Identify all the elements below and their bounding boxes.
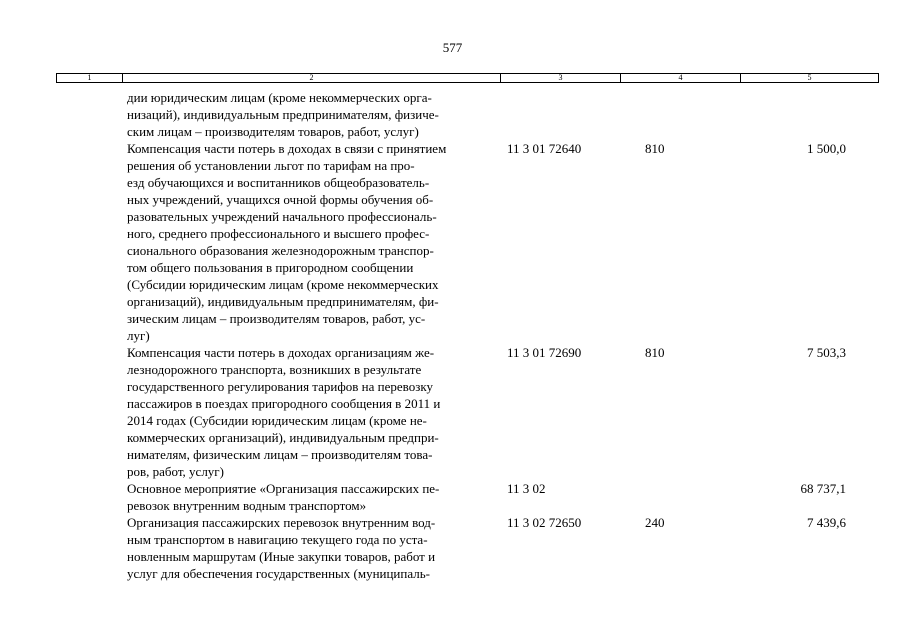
table-header-row [56, 73, 879, 83]
header-col-5: 5 [807, 73, 812, 82]
row-type [645, 480, 701, 514]
row-sum: 7 439,6 [807, 515, 846, 530]
row-sum: 7 503,3 [807, 345, 846, 360]
table-row [0, 344, 905, 480]
row-sum [701, 89, 846, 140]
row-name: Организация пассажирских перевозок внутренним вод- ным транспортом в навигацию текущего года по уста- новленным маршрутам (Иные закупки товаров, работ и услуг для обеспечения государственных (муниципаль- [127, 515, 436, 581]
page-number: 577 [442, 40, 463, 55]
row-code: 11 3 02 [507, 481, 546, 496]
row-name: дии юридическим лицам (кроме некоммерческих орга- низаций), индивидуальным предпринимателям, физиче- ским лицам – производителям товаров, работ, услуг) [127, 90, 439, 139]
row-sum: 1 500,0 [807, 141, 846, 156]
row-type: 810 [645, 345, 665, 360]
table-body [0, 89, 905, 582]
row-code: 11 3 01 72640 [507, 141, 582, 156]
row-sum: 68 737,1 [800, 481, 846, 496]
row-code: 11 3 01 72690 [507, 345, 582, 360]
header-col-1: 1 [57, 74, 123, 82]
header-col-4: 4 [621, 74, 741, 82]
row-name: Основное мероприятие «Организация пассажирских пе- ревозок внутренним водным транспортом» [127, 481, 440, 513]
row-type: 240 [645, 515, 665, 530]
header-col-2: 2 [123, 74, 501, 82]
table-row [0, 89, 905, 140]
row-code [495, 89, 645, 140]
row-type: 810 [645, 141, 665, 156]
table-row [0, 514, 905, 582]
header-col-3: 3 [501, 74, 621, 82]
table-row [0, 140, 905, 344]
table-row [0, 480, 905, 514]
row-name: Компенсация части потерь в доходах в связи с принятием решения об установлении льгот по тарифам на про- езд обучающихся и воспитанников общеобразователь- ных учреждений, учащихся очной формы обучения об- разовательных учреждений начального профессиональ- ного, среднего профессионального и высшего профес- сионального образования железнодорожным транспор- том общего пользования в пригородном сообщении (Субсидии юридическим лицам (кроме некоммерческих организаций), индивидуальным предпринимателям, фи- зическим лицам – производителям товаров, работ, ус- луг) [127, 141, 447, 343]
row-type [645, 89, 701, 140]
row-code: 11 3 02 72650 [507, 515, 582, 530]
row-name: Компенсация части потерь в доходах организациям же- лезнодорожного транспорта, возникших в результате государственного регулирования тарифов на перевозку пассажиров в поездах пригородного сообщения в 2011 и 2014 годах (Субсидии юридическим лицам (кроме не- коммерческих организаций), индивидуальным предпри- нимателям, физическим лицам – производителям това- ров, работ, услуг) [127, 345, 441, 479]
